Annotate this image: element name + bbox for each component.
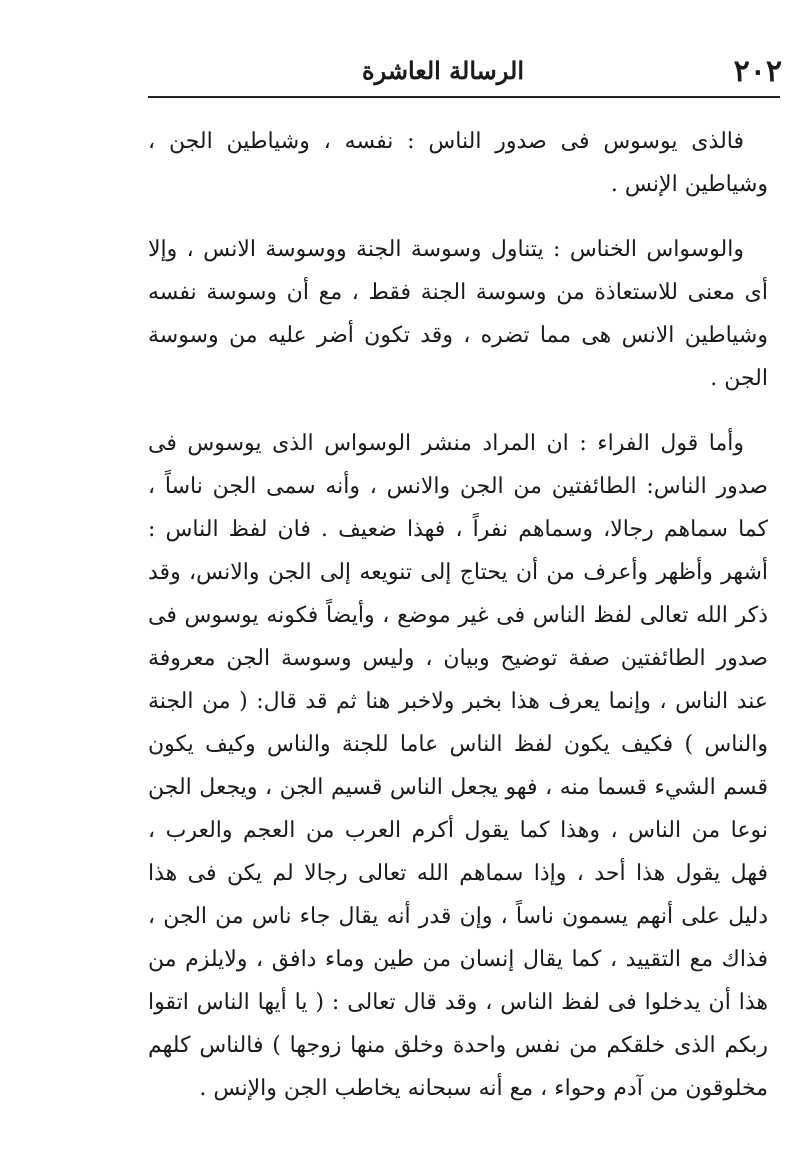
paragraph-3: وأما قول الفراء : ان المراد منشر الوسواس الذى يوسوس فى صدور الناس: الطائفتين من الجن والانس ، وأنه سمى الجن ناساً ، كما سماهم رجالا، وسماهم نفراً ، فهذا ضعيف . فان لفظ الناس : أشهر وأظهر وأعرف من أن يحتاج إلى تنويعه إلى الجن والانس، وقد ذكر الله تعالى لفظ الناس فى غير موضع ، وأيضاً فكونه يوسوس فى صدور الطائفتين صفة توضيح وبيان ، وليس وسوسة الجن معروفة عند الناس ، وإنما يعرف هذا بخبر ولاخبر هنا ثم قد قال: ( من الجنة والناس ) فكيف يكون لفظ الناس عاما للجنة والناس وكيف يكون قسم الشيء قسما منه ، فهو يجعل الناس قسيم الجن ، ويجعل الجن نوعا من الناس ، وهذا كما يقول أكرم العرب من العجم والعرب ، فهل يقول هذا أحد ، وإذا سماهم الله تعالى رجالا لم يكن فى هذا دليل على أنهم يسمون ناساً ، وإن قدر أنه يقال جاء ناس من الجن ، فذاك مع التقييد ، كما يقال إنسان من طين وماء دافق ، ولايلزم من هذا أن يدخلوا فى لفظ الناس ، وقد قال تعالى : ( يا أيها الناس اتقوا ربكم الذى خلقكم من نفس واحدة وخلق منها زوجها ) فالناس كلهم مخلوقون من آدم وحواء ، مع أنه سبحانه يخاطب الجن والإنس . [148,431,768,1101]
header-rule [148,96,780,98]
running-head [148,52,782,92]
page-number: ٢٠٢ [733,54,782,89]
paragraph-2: والوسواس الخناس : يتناول وسوسة الجنة ووسوسة الانس ، وإلا أى معنى للاستعاذة من وسوسة الجنة فقط ، مع أن وسوسة نفسه وشياطين الانس هى مما تضره ، وقد تكون أضر عليه من وسوسة الجن . [148,237,768,391]
paragraph-1: فالذى يوسوس فى صدور الناس : نفسه ، وشياطين الجن ، وشياطين الإنس . [148,129,768,197]
body-text [148,120,768,1110]
chapter-title: الرسالة العاشرة [362,56,524,85]
